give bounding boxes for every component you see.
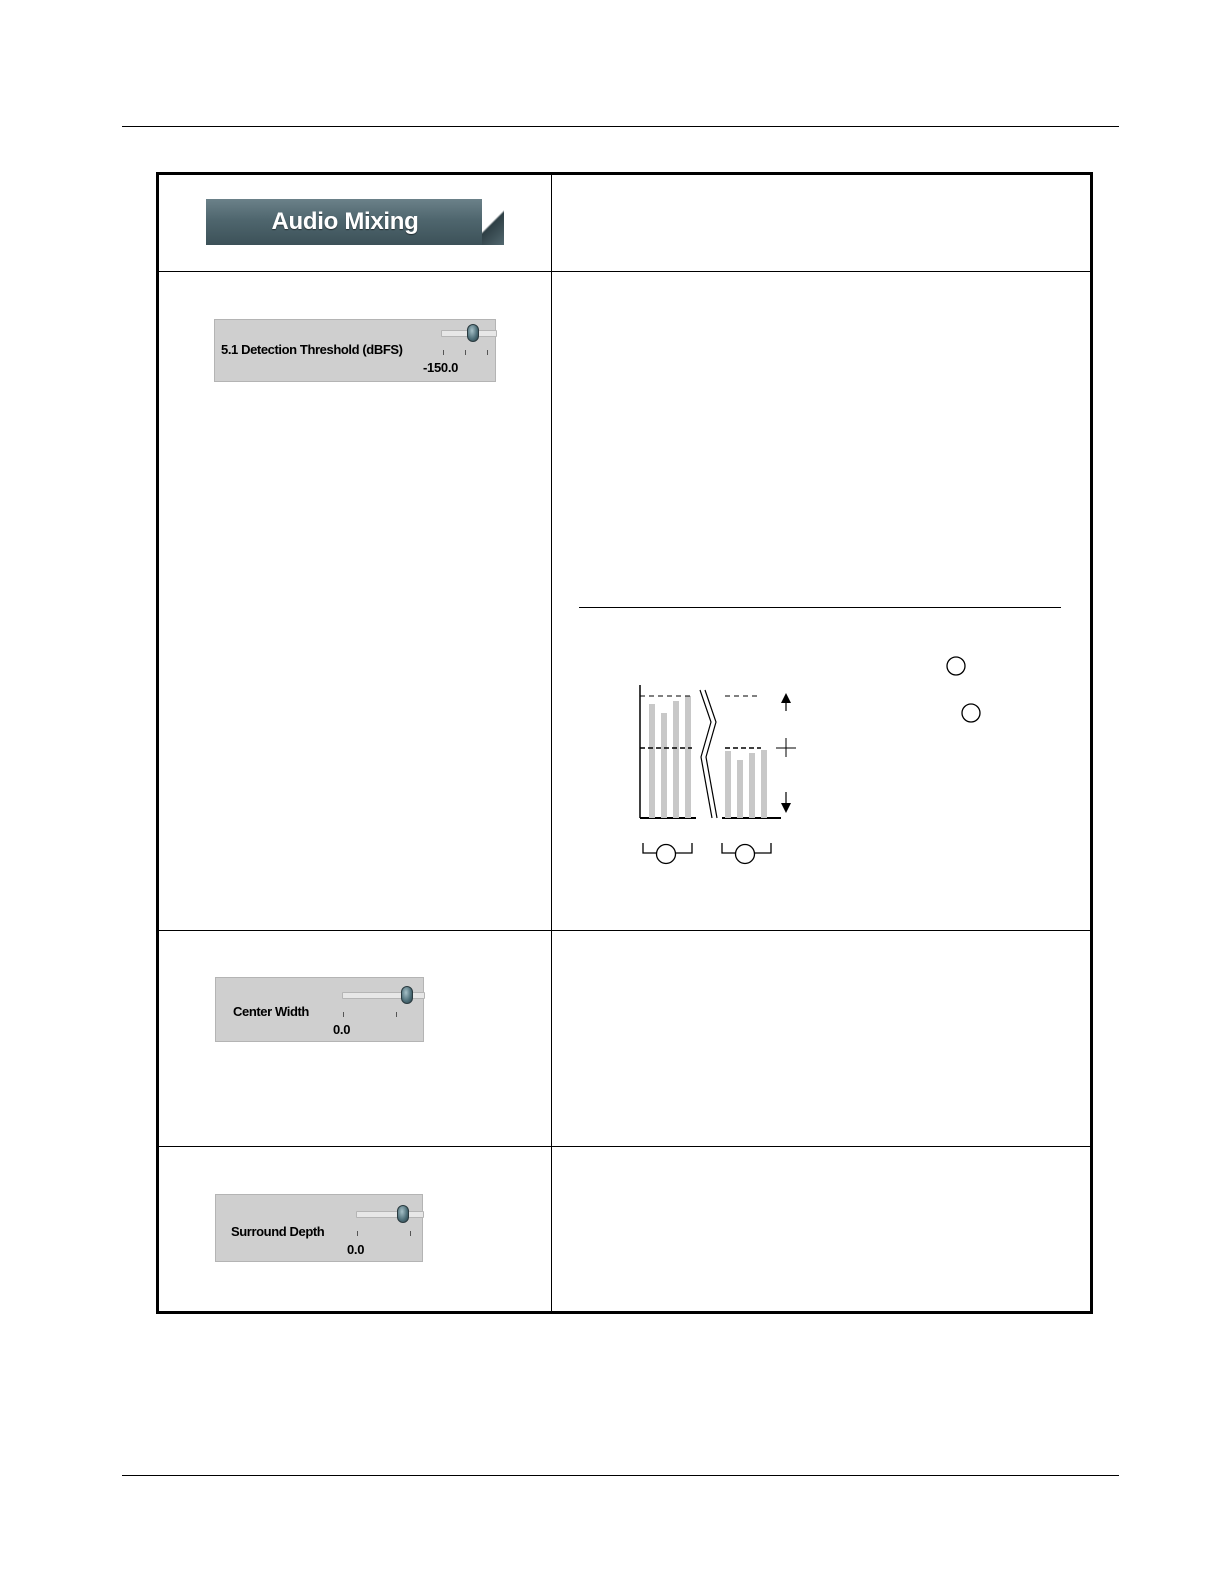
audio-mixing-tab[interactable] [206,199,504,245]
surround-depth-label: Surround Depth [231,1224,325,1239]
meter-bar [685,696,691,818]
callout-circle [736,845,755,864]
footer-rule [122,1475,1119,1476]
slider-tick [465,350,466,355]
callout-circle [962,704,980,722]
slider-tick [343,1012,344,1017]
callout-circle [947,657,965,675]
detection-threshold-diagram [579,645,1019,875]
callout-circle [657,845,676,864]
center-width-slider-knob[interactable] [401,986,413,1004]
header-rule [122,126,1119,127]
slider-tick [443,350,444,355]
slider-tick [410,1231,411,1236]
detection-threshold-control [214,319,496,382]
row-divider [159,930,1090,931]
detection-threshold-slider-knob[interactable] [467,324,479,342]
detection-threshold-label: 5.1 Detection Threshold (dBFS) [221,342,403,357]
meter-bar [649,704,655,818]
center-width-value: 0.0 [333,1022,351,1037]
left-meter [640,685,696,818]
right-meter [722,696,781,818]
surround-depth-value: 0.0 [347,1242,365,1257]
slider-tick [396,1012,397,1017]
figure-separator [579,607,1061,608]
range-arrows [776,693,796,813]
detection-threshold-value: -150.0 [423,360,459,375]
surround-depth-slider-knob[interactable] [397,1205,409,1223]
slider-tick [357,1231,358,1236]
row-divider [159,1146,1090,1147]
tab-notch [482,199,504,245]
axis-break [700,690,717,818]
surround-depth-slider-track[interactable] [356,1211,424,1218]
surround-depth-control [215,1194,423,1262]
meter-callouts [643,843,771,864]
meter-bar [661,713,667,818]
center-width-label: Center Width [233,1004,309,1019]
meter-bar [749,753,755,818]
slider-tick [487,350,488,355]
row-divider [159,271,1090,272]
center-width-control [215,977,424,1042]
settings-table [156,172,1093,1314]
column-divider [551,175,552,1311]
meter-bar [737,760,743,818]
meter-bar [761,750,767,818]
meter-bar [725,751,731,818]
meter-bar [673,701,679,818]
audio-mixing-tab-label: Audio Mixing [271,208,419,235]
